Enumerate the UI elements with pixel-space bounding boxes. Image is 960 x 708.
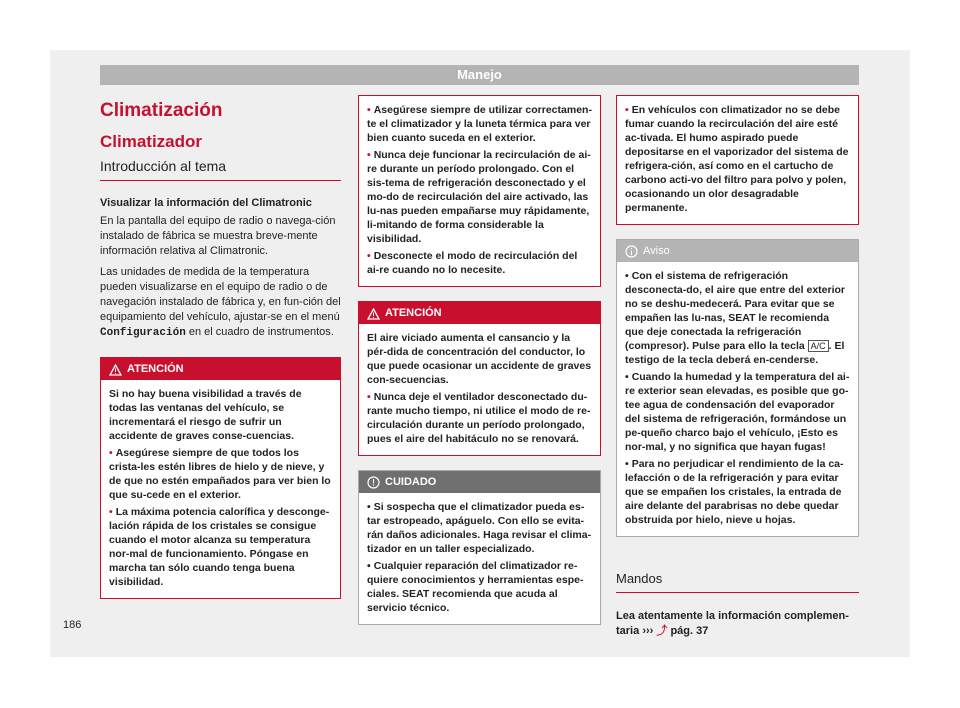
book-reference-icon: ⤴ — [656, 625, 668, 637]
warning-triangle-icon — [109, 362, 122, 384]
ac-key-icon: A/C — [808, 340, 829, 352]
chapter-title: Climatización — [100, 100, 223, 121]
bullet-item: • Cualquier reparación del climatizador re-quiere conocimientos y herramientas espe-ciales. SEAT recomienda que acuda al servicio técnico. — [367, 560, 584, 614]
warning-triangle-icon — [367, 306, 380, 328]
column-2 — [358, 95, 601, 639]
bullet-item: • Cuando la humedad y la temperatura del ai-re exterior sean elevadas, es posible que go-tee agua de condensación del evaporador del sistema de refrigeración, formándose un pe-queño charco bajo el vehículo, ¡Esto es nor-mal, y no significa que hayan fugas! — [625, 371, 850, 453]
bullet-item: • Si sospecha que el climatizador pueda es-tar estropeado, apáguelo. Con ello se evita-rán daños adicionales. Haga revisar el clima-tizador en un taller especializado. — [367, 501, 592, 555]
warning-box — [100, 357, 341, 599]
subsection-title: Mandos — [616, 571, 859, 593]
page-number: 186 — [63, 619, 82, 631]
notice-box — [616, 239, 859, 537]
bullet-item: • Nunca deje el ventilador desconectado du-rante mucho tiempo, ni utilice el modo de re-circulación durante un período prolongado, pues el aire del habitáculo no se renovará. — [367, 391, 591, 445]
bullet-item: • Nunca deje funcionar la recirculación de ai-re durante un período prolongado. Con el sis-tema de refrigeración desconectado y el mo-do de recirculación del aire activado, las lu-nas pueden empañarse muy rápidamente, li-mitando de forma considerable la visibilidad. — [367, 149, 591, 245]
bullet-item: • Asegúrese siempre de que todos los crista-les estén libres de hielo y de nieve, y de que no estén empañados para ver bien lo que su-cede en el exterior. — [109, 447, 331, 501]
caution-header: CUIDADO — [359, 471, 600, 493]
bullet-item: • Desconecte el modo de recirculación del ai-re cuando no lo necesite. — [367, 250, 578, 276]
paragraph: Las unidades de medida de la temperatura pueden visualizarse en el equipo de radio o de navegación instalado de fábrica y, en fun-ción del equipamiento del vehículo, ajustar-se en el menú Configuración en el cuadro de instrumentos. — [100, 266, 341, 339]
cross-reference: Lea atentamente la información complemen-taria ››› ⤴ pág. 37 — [616, 610, 849, 637]
notice-header: Aviso — [617, 240, 858, 262]
sub-heading: Visualizar la información del Climatronic — [100, 197, 312, 209]
paragraph: En la pantalla del equipo de radio o navega-ción instalado de fábrica se muestra breve-mente información relativa al Climatronic. — [100, 215, 336, 257]
bullet-item: • La máxima potencia calorífica y desconge-lación rápida de los cristales se consigue cuando el motor alcanza su temperatura nor-mal de funcionamiento. Póngase en marcha tan sólo cuando tenga buena visibilidad. — [109, 506, 330, 588]
warning-body: Si no hay buena visibilidad a través de todas las ventanas del vehículo, se incrementará el riesgo de sufrir un accidente de graves conse-cuencias. • Asegúrese siempre de que todos los crista-les estén libres de hielo y de nieve, y de que no estén empañados para ver bien lo que su-cede en el exterior. • La máxima potencia calorífica y desconge-lación rápida de los cristales se consigue cuando el motor alcanza su temperatura nor-mal de funcionamiento. Póngase en marcha tan sólo cuando tenga buena visibilidad. — [109, 388, 331, 588]
bullet-item: • Con el sistema de refrigeración desconecta-do, el aire que entre del exterior no se deshu-medecerá. Para evitar que se empañen las lu-nas, SEAT le recomienda que deje conectada la refrigeración (compresor). Pulse para ello la tecla A/C . El testigo de la tecla deberá en-cenderse. — [625, 270, 845, 366]
menu-name: Configuración — [100, 327, 186, 339]
column-1 — [100, 95, 341, 613]
warning-header: ATENCIÓN — [101, 358, 340, 380]
warning-box-continued — [358, 95, 601, 287]
warning-box: ATENCIÓN El aire viciado aumenta el cansancio y la pér-dida de concentración del conductor, lo que puede ocasionar un accidente de graves con-secuencias. • Nunca deje el ventilador desconectado du-rante mucho tiempo, ni utilice el modo de re-circulación durante un período prolongado, pues el aire del habitáculo no se renovará. — [358, 301, 601, 456]
subsection-title: Introducción al tema — [100, 158, 341, 181]
reference-link[interactable]: ››› ⤴ pág. 37 — [642, 625, 709, 637]
section-title: Climatizador — [100, 132, 203, 151]
bullet-item: • Para no perjudicar el rendimiento de la ca-lefacción o de la refrigeración y para evitar que se empañen los cristales, la entrada de aire delante del parabrisas no debe quedar obstruida por hielo, nieve u hojas. — [625, 458, 844, 526]
bullet-item: • Asegúrese siempre de utilizar correctamen-te el climatizador y la luneta térmica para ver bien cuanto suceda en el exterior. — [367, 104, 592, 144]
warning-header: ATENCIÓN — [359, 302, 600, 324]
column-3 — [616, 95, 859, 639]
bullet-item: • En vehículos con climatizador no se debe fumar cuando la recirculación del aire esté ac-tivada. El humo aspirado puede depositarse en el vaporizador del sistema de refrigera-ción, así como en el cartucho de carbono acti-vo del filtro para polvo y polen, ocasionando un olor desagradable permanente. — [625, 104, 849, 214]
warning-box-continued — [616, 95, 859, 225]
caution-circle-icon — [367, 475, 380, 497]
caution-box — [358, 470, 601, 625]
running-header: Manejo — [100, 65, 859, 85]
info-icon — [625, 244, 638, 266]
